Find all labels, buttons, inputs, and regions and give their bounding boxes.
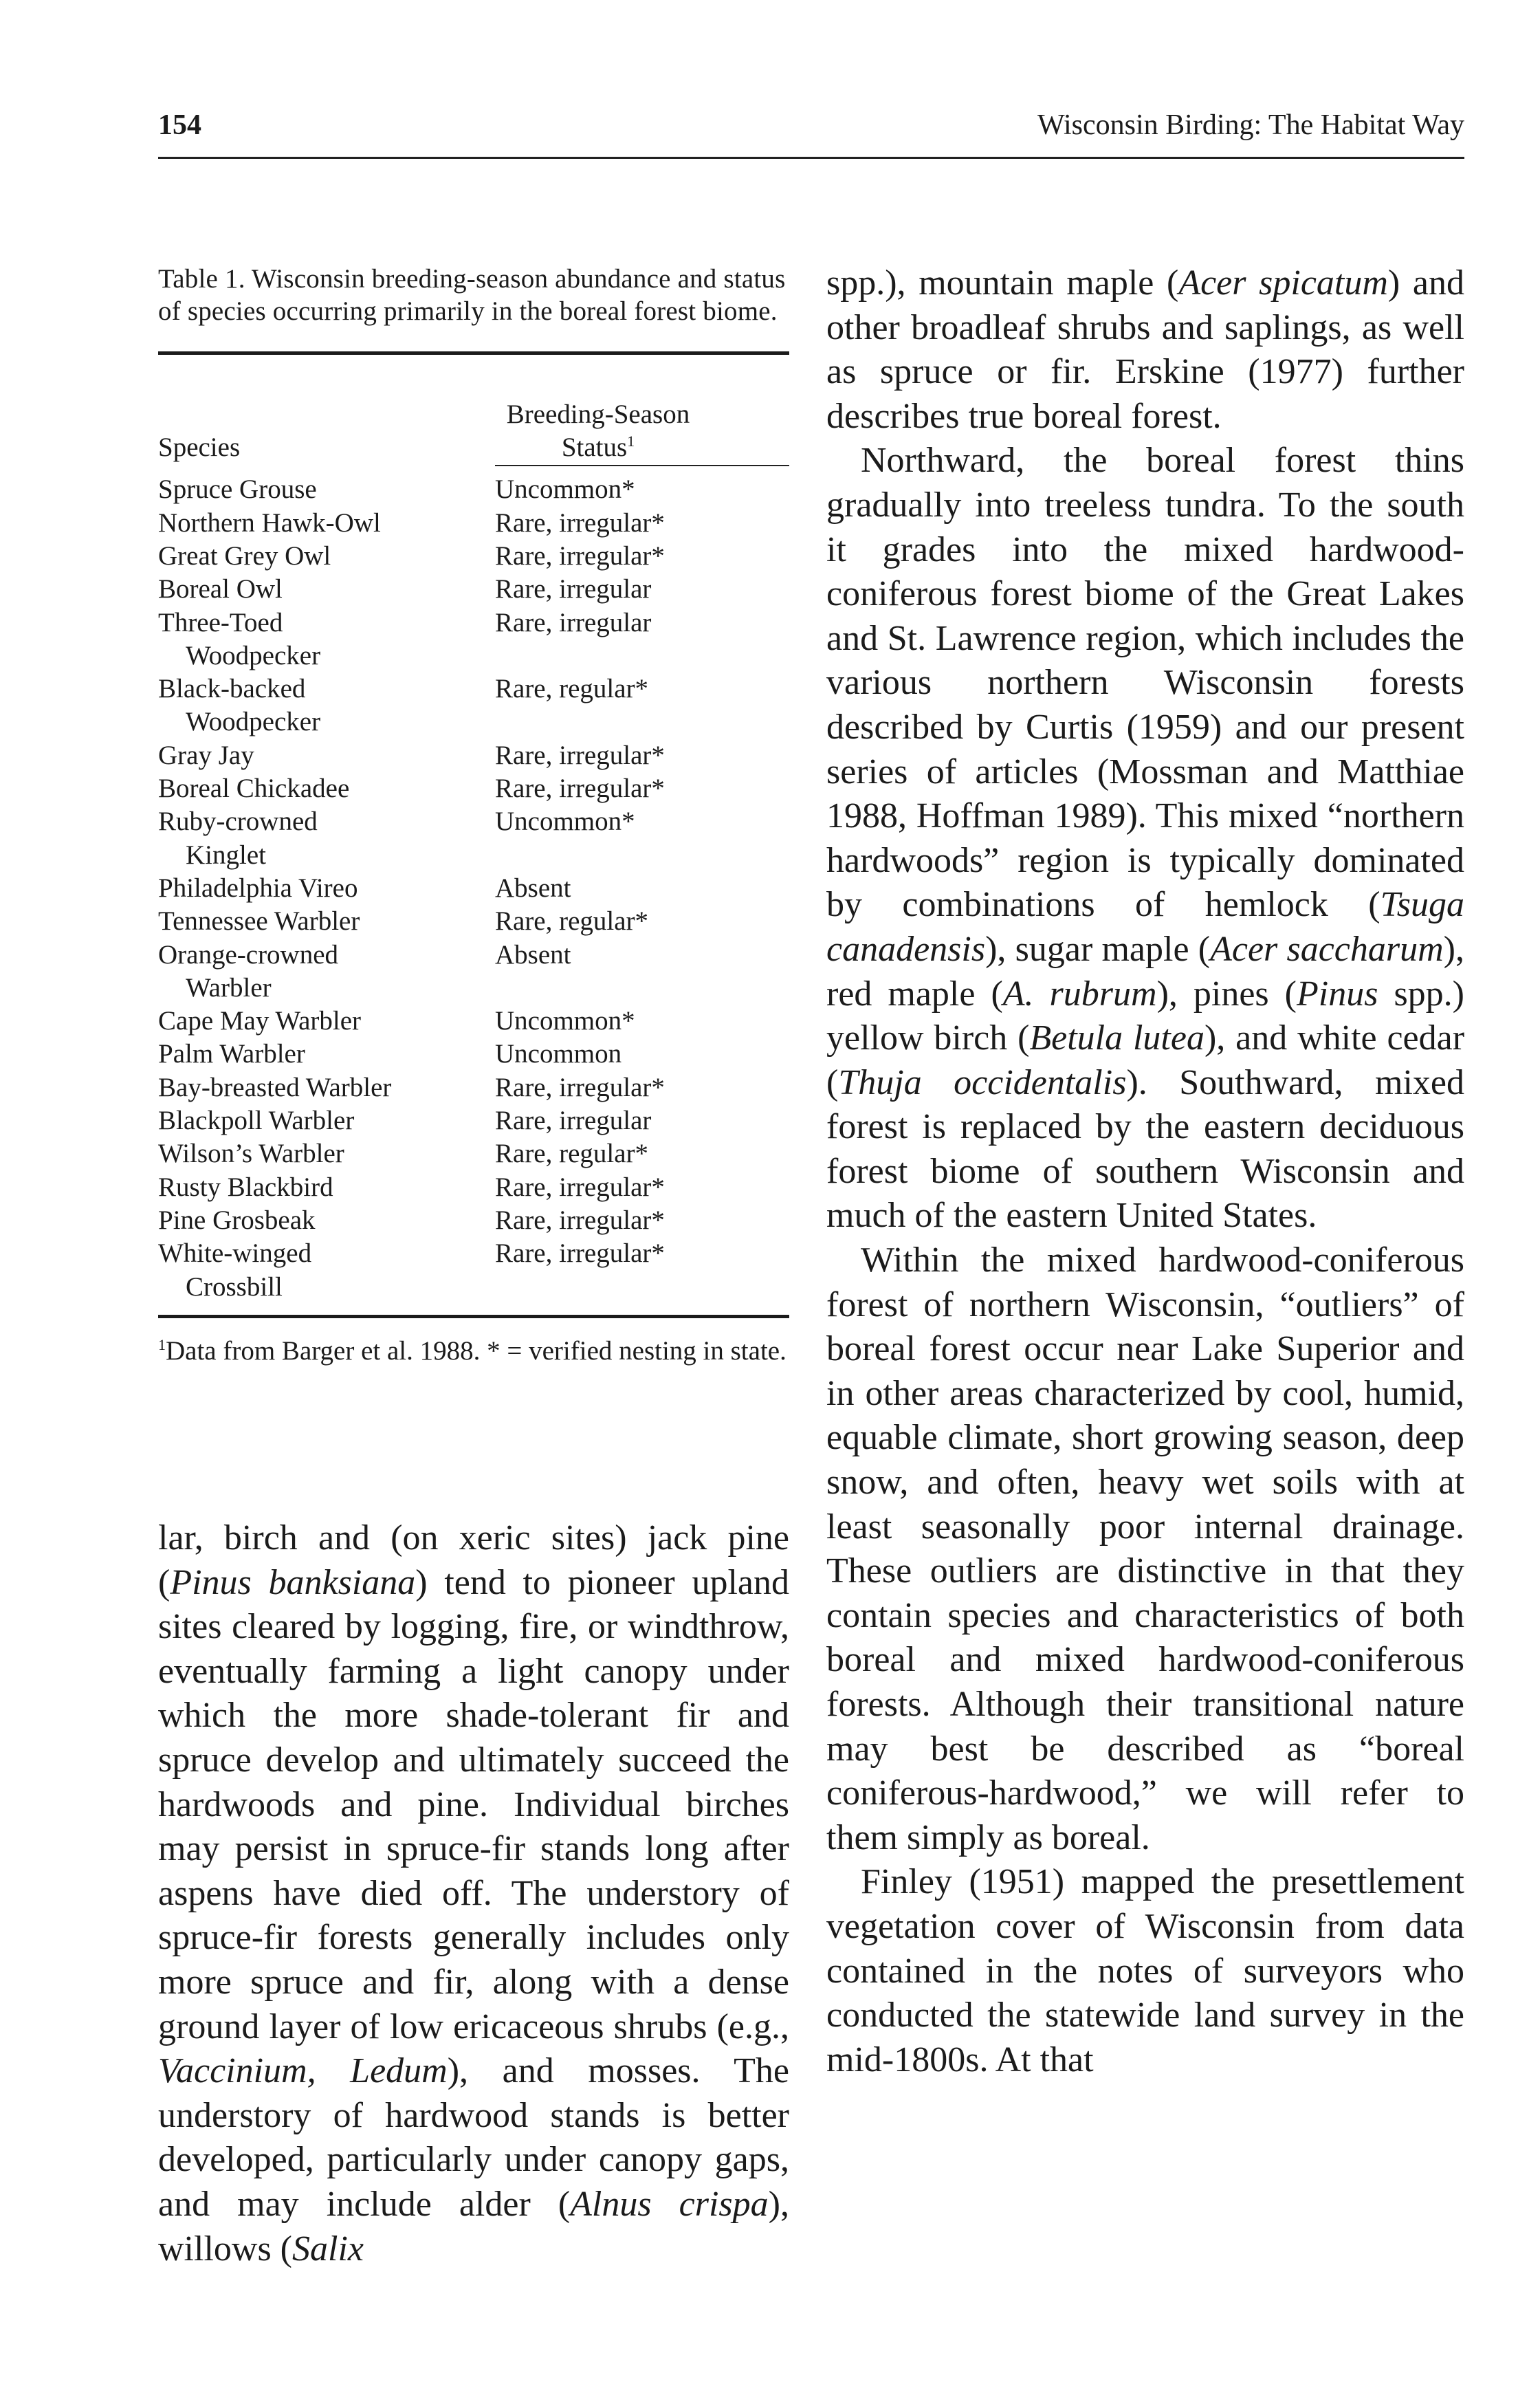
species-cell [158,872,495,905]
species-name-continued: Crossbill [186,1271,283,1302]
species-name: Great Grey Owl [158,540,331,571]
column-header-status [454,398,742,463]
table-caption: Table 1. Wisconsin breeding-season abundance and status of species occurring primarily in the boreal forest biome. [158,264,786,327]
species-table [158,473,789,1303]
table-row [158,939,789,1005]
page-number: 154 [158,109,201,141]
status-cell: Rare, regular* [495,1139,649,1169]
table-row [158,1237,789,1304]
status-header-line2: Status [561,432,628,462]
status-cell: Rare, irregular* [495,1072,665,1102]
species-name-continued: Woodpecker [186,640,321,670]
table-row [158,1071,789,1104]
status-header-line1: Breeding-Season [506,400,690,430]
status-cell: Rare, irregular* [495,1205,665,1235]
species-cell [158,1005,495,1038]
species-name: Ruby-crowned [158,807,318,837]
species-name: Cape May Warbler [158,1006,362,1036]
species-name: Three-Toed [158,607,283,637]
species-cell [158,607,495,673]
table-row [158,1137,789,1170]
status-cell: Uncommon [495,1039,622,1069]
table-block [158,263,789,1394]
species-name: Wilson’s Warbler [158,1139,344,1169]
species-cell [158,1204,495,1237]
species-cell [158,772,495,805]
table-row [158,739,789,772]
table-bottom-rule [158,1315,789,1318]
status-cell: Rare, irregular* [495,507,665,538]
species-name: Northern Hawk-Owl [158,507,381,538]
species-cell [158,1171,495,1204]
species-cell [158,939,495,1005]
species-name: Black-backed [158,674,306,704]
table-row [158,1171,789,1204]
table-row [158,872,789,905]
table-header [158,355,789,466]
species-cell [158,540,495,573]
status-cell: Uncommon* [495,1006,635,1036]
footnote-text: Data from Barger et al. 1988. * = verified nesting in state. [166,1335,786,1366]
status-header-rule [495,465,789,466]
species-name: Blackpoll Warbler [158,1106,355,1136]
species-cell [158,905,495,938]
species-name: Gray Jay [158,740,254,770]
species-name: Bay-breasted Warbler [158,1072,392,1102]
species-name: Philadelphia Vireo [158,873,358,903]
footnote-mark: 1 [158,1335,166,1353]
table-row [158,507,789,540]
table-row [158,473,789,506]
species-cell [158,805,495,872]
species-name-continued: Warbler [186,972,272,1003]
species-cell [158,1137,495,1170]
species-name: Boreal Chickadee [158,774,350,804]
status-cell: Rare, irregular* [495,774,665,804]
species-cell [158,1071,495,1104]
table-row [158,905,789,938]
species-cell [158,473,495,506]
status-cell: Rare, irregular [495,1106,652,1136]
paragraph: Within the mixed hardwood-coniferous forest of northern Wisconsin, “outliers” of boreal forest occur near Lake Superior and in other areas characterized by cool, humid, equable climate, short growing season, deep snow, and often, heavy wet soils with at least seasonally poor internal drainage. These outliers are distinctive in that they contain species and characteristics of both boreal and mixed hardwood-coniferous forests. Although their transitional nature may best be described as “boreal coniferous-hardwood,” we will refer to them simply as boreal. [826,1241,1464,1857]
status-cell: Rare, irregular* [495,1172,665,1202]
left-text-column [158,1516,789,2271]
table-row [158,805,789,872]
species-name: Palm Warbler [158,1039,305,1069]
species-name: Orange-crowned [158,939,339,970]
status-cell: Absent [495,873,571,903]
status-cell: Rare, irregular* [495,1238,665,1269]
paragraph: spp.), mountain maple (Acer spicatum) and other broadleaf shrubs and saplings, as well as spruce or fir. Erskine (1977) further describes true boreal forest. [826,263,1464,436]
page-header [158,109,1464,157]
right-text-column [826,261,1464,2082]
species-name: Boreal Owl [158,574,283,604]
table-row [158,1005,789,1038]
species-cell [158,673,495,739]
running-title: Wisconsin Birding: The Habitat Way [1037,109,1464,141]
column-header-species: Species [158,433,241,463]
paragraph: lar, birch and (on xeric sites) jack pine (Pinus banksiana) tend to pioneer upland sites cleared by logging, fire, or windthrow, eventually farming a light canopy under which the more shade-tolerant fir and spruce develop and ultimately succeed the hardwoods and pine. Individual birches may persist in spruce-fir stands long after aspens have died off. The understory of spruce-fir forests generally includes only more spruce and fir, along with a dense ground layer of low ericaceous shrubs (e.g., Vaccinium, Ledum), and mosses. The understory of hardwood stands is better developed, particularly under canopy gaps, and may include alder (Alnus crispa), willows (Salix [158,1518,789,2269]
species-cell [158,739,495,772]
table-row [158,573,789,606]
table-footnote [158,1335,789,1367]
species-cell [158,573,495,606]
species-name: White-winged [158,1238,312,1269]
status-cell: Uncommon* [495,807,635,837]
species-cell [158,507,495,540]
table-row [158,1104,789,1137]
status-cell: Rare, irregular [495,574,652,604]
species-name: Pine Grosbeak [158,1205,316,1235]
species-cell [158,1237,495,1304]
paragraph: Finley (1951) mapped the presettlement vegetation cover of Wisconsin from data contained in the notes of surveyors who conducted the statewide land survey in the mid-1800s. At that [826,1862,1464,2079]
status-cell: Rare, regular* [495,674,649,704]
table-row [158,607,789,673]
species-cell [158,1104,495,1137]
species-name: Tennessee Warbler [158,906,360,937]
status-cell: Rare, irregular* [495,540,665,571]
paragraph: Northward, the boreal forest thins gradually into treeless tundra. To the south it grades into the mixed hardwood-coniferous forest biome of the Great Lakes and St. Lawrence region, which includes the various northern Wisconsin forests described by Curtis (1959) and our present series of articles (Mossman and Matthiae 1988, Hoffman 1989). This mixed “northern hardwoods” region is typically dominated by combinations of hemlock (Tsuga canadensis), sugar maple (Acer saccharum), red maple (A. rubrum), pines (Pinus spp.) yellow birch (Betula lutea), and white cedar (Thuja occidentalis). Southward, mixed forest is replaced by the eastern deciduous forest biome of southern Wisconsin and much of the eastern United States. [826,441,1465,1236]
table-row [158,1038,789,1071]
species-name: Rusty Blackbird [158,1172,333,1202]
species-name-continued: Woodpecker [186,707,321,737]
status-footnote-mark: 1 [627,432,635,450]
species-cell [158,1038,495,1071]
status-cell: Absent [495,939,571,970]
status-cell: Rare, irregular [495,607,652,637]
species-name-continued: Kinglet [186,840,266,870]
table-row [158,540,789,573]
status-cell: Rare, irregular* [495,740,665,770]
table-row [158,673,789,739]
table-row [158,1204,789,1237]
species-name: Spruce Grouse [158,474,317,505]
header-rule [158,157,1464,159]
status-cell: Rare, regular* [495,906,649,937]
status-cell: Uncommon* [495,474,635,505]
table-row [158,772,789,805]
